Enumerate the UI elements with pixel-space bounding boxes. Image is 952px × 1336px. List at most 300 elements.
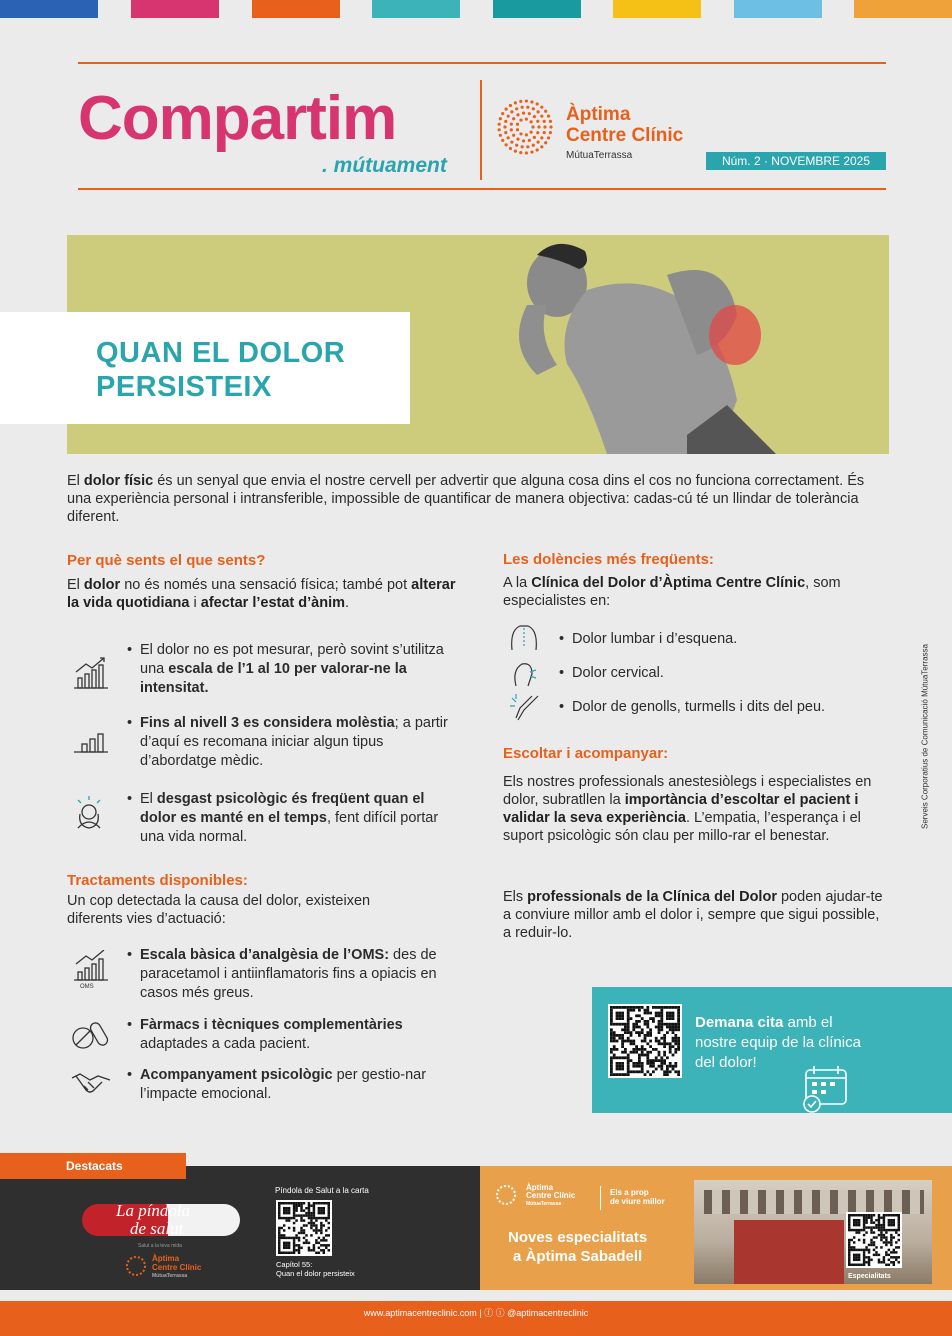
qr-module: [618, 1012, 621, 1015]
qr-module: [855, 1249, 857, 1251]
qr-module: [865, 1249, 867, 1251]
qr-module: [669, 1026, 672, 1029]
qr-module: [677, 1042, 680, 1045]
qr-module: [895, 1246, 897, 1248]
qr-module: [627, 1006, 630, 1009]
qr-module: [848, 1244, 850, 1246]
qr-module: [873, 1236, 875, 1238]
qr-module: [860, 1214, 862, 1216]
qr-module: [616, 1006, 619, 1009]
qr-heading: Píndola de Salut a la carta: [275, 1186, 369, 1195]
qr-module: [328, 1207, 330, 1209]
handshake-icon: [70, 1068, 112, 1100]
qr-module: [627, 1062, 630, 1065]
qr-module: [660, 1059, 663, 1062]
qr-module: [641, 1065, 644, 1068]
qr-module: [660, 1068, 663, 1071]
qr-module: [870, 1239, 872, 1241]
qr-module: [660, 1056, 663, 1059]
logo-dot: [544, 141, 547, 144]
qr-module: [655, 1006, 658, 1009]
qr-module: [610, 1062, 613, 1065]
logo-dot: [516, 128, 519, 131]
qr-module: [677, 1070, 680, 1073]
qr-module: [278, 1242, 280, 1244]
qr-module: [870, 1226, 872, 1228]
logo-dot: [536, 141, 539, 144]
qr-module: [635, 1065, 638, 1068]
qr-module: [610, 1014, 613, 1017]
qr-module: [885, 1231, 887, 1233]
qr-module: [666, 1017, 669, 1020]
qr-module: [848, 1224, 850, 1226]
qr-module: [641, 1070, 644, 1073]
qr-module: [646, 1034, 649, 1037]
logo-dot: [530, 150, 533, 153]
qr-module: [278, 1239, 280, 1241]
neck-icon: [508, 660, 540, 688]
qr-module: [315, 1217, 317, 1219]
logo-dot: [512, 117, 515, 120]
qr-module: [325, 1217, 327, 1219]
qr-module: [283, 1237, 285, 1239]
intro-bold-1: dolor físic: [83, 473, 154, 489]
qr-module: [658, 1031, 661, 1034]
qr-module: [610, 1070, 613, 1073]
stressed-head-icon: [72, 794, 106, 836]
qr-module: [303, 1237, 305, 1239]
qr-module: [870, 1259, 872, 1261]
logo-dot: [498, 128, 501, 131]
qr-module: [655, 1048, 658, 1051]
qr-module: [853, 1236, 855, 1238]
qr-module: [644, 1023, 647, 1026]
qr-module: [646, 1026, 649, 1029]
qr-module: [888, 1214, 890, 1216]
qr-module: [318, 1209, 320, 1211]
qr-module: [313, 1229, 315, 1231]
qr-module: [888, 1241, 890, 1243]
qr-module: [893, 1224, 895, 1226]
qr-module: [883, 1214, 885, 1216]
qr-module: [677, 1014, 680, 1017]
qr-module: [848, 1216, 850, 1218]
qr-module: [880, 1229, 882, 1231]
qr-module: [873, 1226, 875, 1228]
qr-module: [288, 1209, 290, 1211]
pill-logo-1: Àptima: [152, 1254, 180, 1263]
qr-module: [660, 1026, 663, 1029]
qr-module: [624, 1031, 627, 1034]
logo-dot: [498, 123, 501, 126]
qr-module: [288, 1242, 290, 1244]
qr-module: [672, 1031, 675, 1034]
qr-module: [638, 1065, 641, 1068]
logo-dot: [519, 100, 522, 103]
qr-module: [646, 1020, 649, 1023]
qr-module: [677, 1009, 680, 1012]
bullet-dot: •: [559, 631, 565, 647]
qr-module: [644, 1054, 647, 1057]
qr-module: [880, 1226, 882, 1228]
s4-p1-b1: importància d’escoltar el pacient i validar la seva experiència: [503, 792, 859, 826]
qr-module: [868, 1264, 870, 1266]
qr-module: [878, 1254, 880, 1256]
color-strip-3: [252, 0, 340, 18]
qr-module: [672, 1006, 675, 1009]
qr-module: [283, 1247, 285, 1249]
s2-b1-bold: Escala bàsica d’analgèsia de l’OMS:: [140, 947, 390, 963]
logo-dot: [499, 134, 502, 137]
qr-module: [644, 1073, 647, 1076]
footer-web-bar[interactable]: [0, 1301, 952, 1336]
qr-module: [616, 1034, 619, 1037]
qr-module: [313, 1249, 315, 1251]
logo-dot: [543, 120, 546, 123]
qr-module: [280, 1202, 282, 1204]
qr-module: [644, 1009, 647, 1012]
qr-module: [888, 1229, 890, 1231]
qr-module: [303, 1224, 305, 1226]
qr-module: [624, 1006, 627, 1009]
logo-dot: [519, 118, 522, 121]
qr-module: [621, 1040, 624, 1043]
qr-module: [649, 1065, 652, 1068]
qr-module: [868, 1259, 870, 1261]
qr-module: [293, 1244, 295, 1246]
qr-module: [850, 1249, 852, 1251]
qr-module: [641, 1017, 644, 1020]
color-strip-1: [0, 0, 98, 18]
qr-module: [610, 1020, 613, 1023]
qr-module: [613, 1073, 616, 1076]
qr-module: [283, 1202, 285, 1204]
qr-module: [870, 1229, 872, 1231]
qr-module: [898, 1224, 900, 1226]
qr-module: [649, 1040, 652, 1043]
qr-module: [848, 1261, 850, 1263]
qr-module: [873, 1244, 875, 1246]
qr-module: [310, 1214, 312, 1216]
s2-b2-post: adaptades a cada pacient.: [140, 1036, 311, 1052]
specialities-qr-code[interactable]: [846, 1212, 902, 1268]
qr-module: [641, 1048, 644, 1051]
qr-module: [666, 1006, 669, 1009]
oms-icon-label: OMS: [80, 984, 94, 990]
qr-module: [870, 1219, 872, 1221]
s4-p2-b1: professionals de la Clínica del Dolor: [527, 889, 777, 905]
qr-module: [870, 1244, 872, 1246]
website-link[interactable]: www.aptimacentreclinic.com | ⓕ ⓘ @aptimacentreclinic: [363, 1308, 589, 1318]
qr-module: [290, 1202, 292, 1204]
qr-module: [672, 1045, 675, 1048]
qr-module: [635, 1062, 638, 1065]
qr-module: [635, 1048, 638, 1051]
qr-module: [638, 1048, 641, 1051]
qr-module: [865, 1219, 867, 1221]
qr-module: [658, 1028, 661, 1031]
qr-module: [285, 1219, 287, 1221]
qr-module: [669, 1065, 672, 1068]
qr-module: [313, 1204, 315, 1206]
qr-module: [303, 1219, 305, 1221]
qr-module: [613, 1023, 616, 1026]
bullet-dot: •: [559, 699, 565, 715]
qr-module: [610, 1068, 613, 1071]
logo-dot: [536, 131, 539, 134]
qr-module: [641, 1062, 644, 1065]
qr-module: [318, 1217, 320, 1219]
logo-dot: [516, 123, 519, 126]
s3-t2: , som especialistes en:: [503, 575, 841, 609]
qr-module: [613, 1056, 616, 1059]
qr-module: [663, 1059, 666, 1062]
logo-dot: [516, 138, 519, 141]
qr-module: [627, 1031, 630, 1034]
qr-module: [635, 1045, 638, 1048]
intro-paragraph: [67, 472, 887, 526]
section2-intro: Un cop detectada la causa del dolor, existeixen diferents vies d’actuació:: [67, 893, 371, 927]
logo-dot: [512, 134, 515, 137]
qr-module: [855, 1229, 857, 1231]
qr-module: [328, 1227, 330, 1229]
qr-module: [669, 1048, 672, 1051]
qr-module: [315, 1227, 317, 1229]
qr-module: [308, 1212, 310, 1214]
qr-module: [853, 1229, 855, 1231]
qr-module: [293, 1227, 295, 1229]
qr-module: [853, 1259, 855, 1261]
qr-module: [888, 1254, 890, 1256]
header-rule-top: [78, 62, 886, 64]
qr-module: [638, 1020, 641, 1023]
qr-module: [298, 1214, 300, 1216]
partner-name: [566, 104, 683, 146]
qr-module: [627, 1009, 630, 1012]
qr-module: [325, 1229, 327, 1231]
logo-dot: [533, 115, 536, 118]
qr-module: [621, 1073, 624, 1076]
qr-module: [646, 1012, 649, 1015]
qr-module: [288, 1202, 290, 1204]
qr-module: [868, 1244, 870, 1246]
qr-module: [890, 1251, 892, 1253]
logo-dot: [544, 110, 547, 113]
qr-module: [893, 1221, 895, 1223]
qr-module: [655, 1059, 658, 1062]
qr-module: [674, 1034, 677, 1037]
qr-module: [613, 1006, 616, 1009]
qr-module: [310, 1212, 312, 1214]
s1-b3-bold: desgast psicològic és freqüent quan el dolor es manté en el temps: [140, 791, 425, 826]
qr-module: [672, 1065, 675, 1068]
qr-module: [621, 1065, 624, 1068]
qr-module: [310, 1222, 312, 1224]
qr-module: [627, 1017, 630, 1020]
qr-module: [875, 1219, 877, 1221]
s1-bullet-3: [127, 790, 460, 847]
qr-module: [616, 1062, 619, 1065]
brand-title: Compartim: [78, 84, 397, 153]
logo-dot: [530, 120, 533, 123]
qr-module: [288, 1217, 290, 1219]
qr-module: [305, 1239, 307, 1241]
qr-module: [278, 1252, 280, 1254]
qr-module: [632, 1023, 635, 1026]
qr-module: [878, 1224, 880, 1226]
qr-module: [853, 1249, 855, 1251]
qr-module: [290, 1252, 292, 1254]
pill-logo-3: MútuaTerrassa: [152, 1273, 188, 1279]
qr-module: [278, 1202, 280, 1204]
knee-icon: [508, 692, 540, 722]
qr-module: [660, 1012, 663, 1015]
qr-module: [298, 1252, 300, 1254]
appointment-qr-code[interactable]: [608, 1004, 682, 1078]
logo-dot: [499, 117, 502, 120]
qr-module: [890, 1236, 892, 1238]
qr-module: [674, 1070, 677, 1073]
qr-module: [285, 1207, 287, 1209]
partner-name-line-2: Centre Clínic: [566, 125, 684, 146]
bar-chart-icon: [72, 728, 110, 754]
qr-module: [850, 1239, 852, 1241]
qr-module: [655, 1012, 658, 1015]
qr-module: [278, 1229, 280, 1231]
qr-module: [669, 1012, 672, 1015]
qr-module: [860, 1229, 862, 1231]
qr-module: [624, 1028, 627, 1031]
qr-module: [300, 1229, 302, 1231]
qr-module: [303, 1214, 305, 1216]
qr-module: [660, 1062, 663, 1065]
logo-dot: [505, 108, 508, 111]
qr-module: [280, 1237, 282, 1239]
qr-module: [883, 1221, 885, 1223]
qr-module: [308, 1247, 310, 1249]
logo-dot: [501, 139, 504, 142]
qr-module: [858, 1231, 860, 1233]
qr-module: [870, 1216, 872, 1218]
qr-module: [883, 1226, 885, 1228]
qr-module: [325, 1234, 327, 1236]
logo-dot: [510, 110, 513, 113]
s1-t2: no és només una sensació física; també pot: [120, 577, 412, 593]
qr-module: [613, 1040, 616, 1043]
qr-module: [646, 1056, 649, 1059]
qr-module: [677, 1017, 680, 1020]
qr-module: [624, 1073, 627, 1076]
logo-dot: [501, 112, 504, 115]
right-logo-1: Àptima: [526, 1183, 554, 1192]
qr-module: [878, 1229, 880, 1231]
qr-module: [890, 1261, 892, 1263]
qr-module: [616, 1017, 619, 1020]
qr-module: [672, 1037, 675, 1040]
qr-module: [873, 1249, 875, 1251]
qr-module: [315, 1224, 317, 1226]
qr-module: [641, 1054, 644, 1057]
qr-module: [320, 1249, 322, 1251]
qr-module: [632, 1028, 635, 1031]
qr-module: [853, 1214, 855, 1216]
qr-module: [320, 1232, 322, 1234]
qr-module: [300, 1204, 302, 1206]
qr-module: [646, 1062, 649, 1065]
qr-module: [649, 1045, 652, 1048]
qr-module: [853, 1219, 855, 1221]
qr-module: [280, 1227, 282, 1229]
qr-module: [610, 1031, 613, 1034]
qr-module: [293, 1214, 295, 1216]
qr-module: [644, 1048, 647, 1051]
qr-module: [313, 1212, 315, 1214]
qr-module: [865, 1231, 867, 1233]
qr-module: [295, 1209, 297, 1211]
pill-logo-icon: [124, 1254, 148, 1278]
qr-module: [880, 1246, 882, 1248]
qr-module: [616, 1014, 619, 1017]
qr-module: [865, 1214, 867, 1216]
qr-module: [865, 1216, 867, 1218]
qr-module: [610, 1037, 613, 1040]
qr-module: [315, 1252, 317, 1254]
qr-module: [663, 1040, 666, 1043]
qr-module: [313, 1202, 315, 1204]
qr-module: [663, 1034, 666, 1037]
qr-module: [855, 1231, 857, 1233]
logo-dot: [536, 110, 539, 113]
qr-module: [666, 1023, 669, 1026]
qr-module: [313, 1209, 315, 1211]
qr-module: [677, 1048, 680, 1051]
qr-module: [630, 1040, 633, 1043]
qr-module: [285, 1247, 287, 1249]
qr-module: [888, 1221, 890, 1223]
qr-module: [677, 1023, 680, 1026]
qr-module: [305, 1224, 307, 1226]
qr-module: [674, 1051, 677, 1054]
logo-dot: [526, 106, 529, 109]
qr-module: [663, 1054, 666, 1057]
pill-qr-code[interactable]: [276, 1200, 332, 1256]
qr-module: [672, 1026, 675, 1029]
qr-module: [855, 1214, 857, 1216]
qr-module: [298, 1237, 300, 1239]
color-strip-6: [613, 0, 701, 18]
qr-module: [883, 1219, 885, 1221]
qr-module: [278, 1217, 280, 1219]
qr-module: [652, 1017, 655, 1020]
qr-module: [890, 1221, 892, 1223]
qr-module: [848, 1221, 850, 1223]
qr-module: [627, 1040, 630, 1043]
qr-module: [618, 1034, 621, 1037]
side-credit-text: Serveis Corporatius de Comunicació MútuaTerrassa: [920, 644, 930, 829]
qr-module: [635, 1026, 638, 1029]
logo-dot: [515, 144, 518, 147]
logo-dot: [533, 136, 536, 139]
qr-module: [893, 1264, 895, 1266]
qr-module: [638, 1006, 641, 1009]
qr-module: [315, 1219, 317, 1221]
qr-module: [295, 1204, 297, 1206]
qr-module: [652, 1020, 655, 1023]
qr-module: [646, 1009, 649, 1012]
right-logo-2: Centre Clínic: [526, 1191, 576, 1200]
qr-module: [677, 1045, 680, 1048]
qr-module: [883, 1241, 885, 1243]
